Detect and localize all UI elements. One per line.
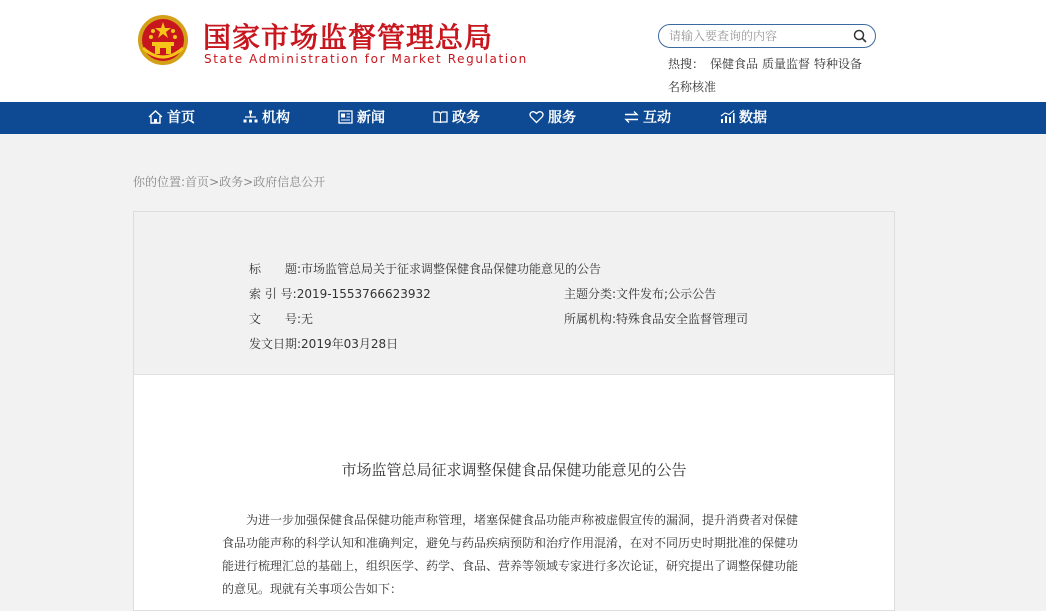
- nav-item-home[interactable]: [148, 102, 195, 134]
- meta-index-key: 索 引 号:: [249, 287, 297, 301]
- meta-date-row: [249, 335, 398, 352]
- hot-word-link[interactable]: 名称核准: [668, 80, 717, 94]
- hot-word-link[interactable]: 质量监督: [762, 57, 811, 71]
- meta-org-row: [564, 310, 748, 327]
- meta-index-row: [249, 285, 431, 302]
- document-meta: [134, 212, 894, 375]
- meta-category-key: 主题分类:: [564, 287, 617, 301]
- nav-item-label: 互动: [643, 110, 671, 126]
- meta-docno-key: 文 号:: [249, 312, 302, 326]
- nav-item-label: 机构: [262, 110, 290, 126]
- article-title: 市场监管总局征求调整保健食品保健功能意见的公告: [341, 461, 687, 479]
- nav-item-interaction[interactable]: [624, 102, 671, 134]
- meta-date-key: 发文日期:: [249, 337, 302, 351]
- nav-item-data[interactable]: [720, 102, 767, 134]
- site-title[interactable]: 国家市场监督管理总局: [203, 21, 494, 54]
- government-affairs-icon: [433, 110, 448, 124]
- site-subtitle: State Administration for Market Regulation: [204, 52, 528, 66]
- site-header: [0, 0, 1046, 102]
- meta-category-value: 文件发布;公示公告: [616, 287, 717, 301]
- hot-search-label: 热搜：: [668, 57, 705, 71]
- article-card: [133, 211, 895, 611]
- breadcrumb-link-disclosure[interactable]: 政府信息公开: [253, 175, 326, 189]
- search-box: [658, 24, 876, 48]
- heart-icon: [529, 110, 544, 124]
- nav-item-label: 数据: [739, 110, 767, 126]
- breadcrumb-label: 你的位置:: [133, 175, 186, 189]
- meta-title-value: 市场监管总局关于征求调整保健食品保健功能意见的公告: [301, 262, 602, 276]
- meta-title-key: 标 题:: [249, 262, 302, 276]
- breadcrumb-link-affairs[interactable]: 政务: [219, 175, 244, 189]
- article-paragraph: 为进一步加强保健食品保健功能声称管理，堵塞保健食品功能声称被虚假宣传的漏洞，提升消费者对保健食品功能声称的科学认知和准确判定，避免与药品疾病预防和治疗作用混淆，在对不同历史时期批准的保健功能进行梳理汇总的基础上，组织医学、药学、食品、营养等领域专家进行多次论证，研究提出了调整保健功能的意见。现就有关事项公告如下：: [222, 513, 799, 596]
- meta-org-value: 特殊食品安全监督管理司: [616, 312, 749, 326]
- hot-search: [668, 53, 873, 99]
- breadcrumb-link-home[interactable]: 首页: [185, 175, 210, 189]
- nav-item-news[interactable]: [338, 102, 385, 134]
- org-chart-icon: [243, 110, 258, 124]
- news-icon: [338, 110, 353, 124]
- meta-docno-value: 无: [301, 312, 314, 326]
- nav-item-service[interactable]: [529, 102, 576, 134]
- nav-item-label: 政务: [452, 110, 480, 126]
- nav-item-label: 服务: [548, 110, 576, 126]
- hot-word-link[interactable]: 保健食品: [710, 57, 759, 71]
- search-input[interactable]: [669, 28, 849, 44]
- nav-item-label: 新闻: [357, 110, 385, 126]
- national-emblem-icon[interactable]: [137, 14, 189, 66]
- nav-item-org[interactable]: [243, 102, 290, 134]
- search-icon[interactable]: [853, 29, 867, 43]
- home-icon: [148, 110, 163, 124]
- main-nav: [0, 102, 1046, 134]
- breadcrumb-separator: >: [243, 175, 254, 189]
- breadcrumb-separator: >: [209, 175, 220, 189]
- meta-title-row: [249, 260, 601, 277]
- hot-word-link[interactable]: 特种设备: [814, 57, 863, 71]
- breadcrumb: [133, 173, 325, 190]
- nav-item-label: 首页: [167, 110, 195, 126]
- nav-item-affairs[interactable]: [433, 102, 480, 134]
- meta-category-row: [564, 285, 716, 302]
- meta-date-value: 2019年03月28日: [301, 337, 399, 351]
- meta-index-value: 2019-1553766623932: [296, 287, 431, 301]
- meta-docno-row: [249, 310, 313, 327]
- chart-icon: [720, 110, 735, 124]
- article-body: [222, 509, 802, 601]
- exchange-arrows-icon: [624, 110, 639, 124]
- meta-org-key: 所属机构:: [564, 312, 617, 326]
